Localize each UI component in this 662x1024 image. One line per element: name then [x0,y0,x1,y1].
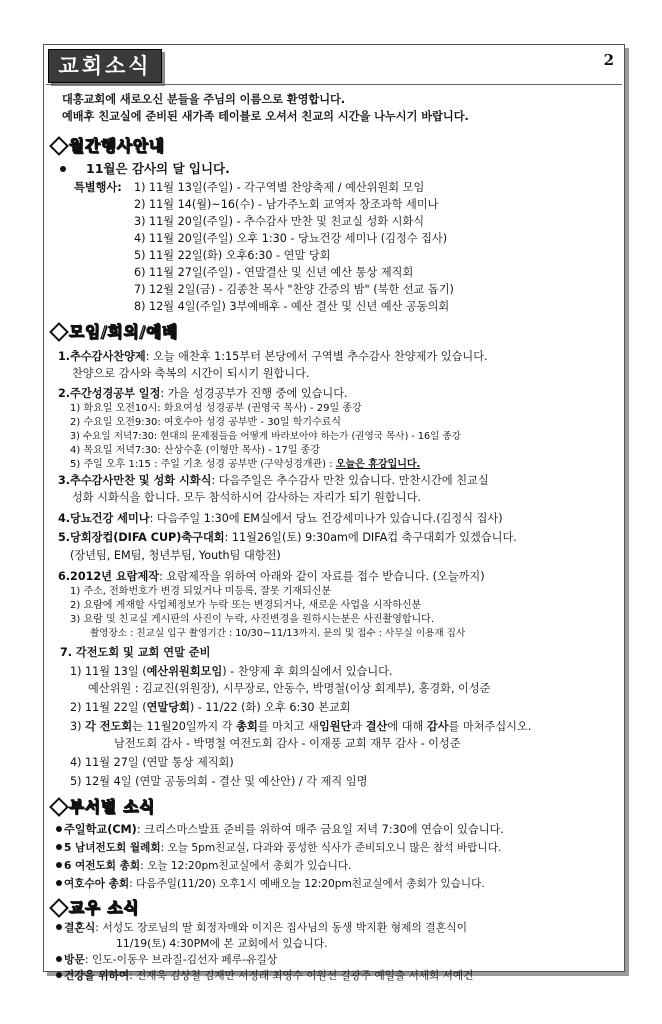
bullet-icon [56,880,62,886]
member-news-visit: 방문: 인도-이동우 브라질-김선자 페루-유길상 [56,952,277,968]
meeting-item-6: 6.2012년 요람제작: 요람제작을 위하여 아래와 같이 자료를 접수 받습니다. (오늘까지) [58,570,485,583]
bullet-icon [56,972,62,978]
diamond-icon [49,797,69,817]
welcome-line-2: 예배후 친교실에 준비된 새가족 테이블로 오셔서 친교의 시간을 나누시기 바랍니다. [62,110,469,123]
event-item: 3) 11월 20일(주일) - 추수감사 만찬 및 친교실 성화 시화식 [134,215,425,228]
year-end-item: 2) 11월 22일 (연말당회) - 11/22 (화) 오후 6:30 본교회 [70,701,351,714]
yearbook-item: 2) 요람에 게재할 사업체정보가 누락 또는 변경되거나, 새로운 사업을 시작하신분 [70,600,422,611]
year-end-item-cont: 예산위원 : 김교진(위원장), 시무장로, 안동수, 박명철(이상 회계부), 홍경화, 이성준 [88,682,491,695]
bible-study-item: 3) 수요일 저녁7:30: 현대의 문제점들을 어떻게 바라보아야 하는가 (권영국 목사) - 16일 종강 [70,431,461,442]
event-item: 1) 11월 13일(주일) - 각구역별 찬양축제 / 예산위원회 모임 [134,181,425,194]
event-item: 6) 11월 27일(주일) - 연말결산 및 신년 예산 통상 제직회 [134,266,414,279]
meeting-item-7: 7. 각전도회 및 교회 연말 준비 [60,646,211,659]
section-meetings-heading: 모임/회의/예배 [52,322,252,344]
monthly-theme: 11월은 감사의 달 입니다. [60,161,230,177]
department-item: 주일학교(CM): 크리스마스발표 준비를 위하여 매주 금요일 저녁 7:30에 연습이 있습니다. [56,822,504,838]
yearbook-item: 촬영장소 : 친교실 입구 촬영기간 : 10/30~11/13까지. 문의 및 접수 : 사무실 이용재 집사 [90,628,466,639]
member-news-wedding-cont: 11/19(토) 4:30PM에 본 교회에서 있습니다. [116,937,328,950]
member-news-wedding: 결혼식: 서성도 장로님의 딸 회정자매와 이지은 집사님의 동생 박지환 형제의 결혼식이 [56,920,467,936]
department-item: 여호수아 총회: 다음주일(11/20) 오후1시 예배오늘 12:20pm친교실에서 총회가 있습니다. [56,876,485,892]
title-box [48,49,162,83]
meeting-item-4: 4.당뇨건강 세미나: 다음주일 1:30에 EM실에서 당뇨 건강세미나가 있습니다.(김정식 집사) [58,512,503,525]
yearbook-item: 1) 주소, 전화번호가 변경 되었거나 미등록, 잘못 기재되신분 [70,586,332,597]
event-item: 8) 12월 4일(주일) 3부예배후 - 예산 결산 및 신년 예산 공동의회 [134,300,450,313]
year-end-item: 4) 11월 27일 (연말 통상 제직회) [70,756,234,769]
bible-study-item: 2) 수요일 오전9:30: 여호수아 성경 공부반 - 30일 학기수료식 [70,417,342,428]
section-members-heading: 교우 소식 [52,898,252,920]
meeting-item-3: 3.추수감사만찬 및 성화 시화식: 다음주일은 추수감사 만찬 있습니다. 만찬시간에 친교실 [58,474,489,487]
section-monthly-heading: 월간행사안내 [52,136,252,158]
bullet-icon [56,862,62,868]
department-item: 5 남녀전도회 월례회: 오늘 5pm친교실, 다과와 풍성한 식사가 준비되오니 많은 참석 바랍니다. [56,840,501,856]
special-events-label: 특별행사: [74,181,122,194]
event-item: 5) 11월 22일(화) 오후6:30 - 연말 당회 [134,249,331,262]
diamond-icon [49,136,69,156]
year-end-item: 5) 12월 4일 (연말 공동의회 - 결산 및 예산안) / 각 제직 임명 [70,775,368,788]
meeting-item-2: 2.주간성경공부 일정: 가을 성경공부가 진행 중에 있습니다. [58,387,348,400]
year-end-item: 3) 각 전도회는 11월20일까지 각 총회를 마치고 새임원단과 결산에 대해 감사를 마쳐주십시오. [70,720,532,733]
bullet-icon [56,844,62,850]
bible-study-item: 4) 목요일 저녁7:30: 산상수훈 (이형만 목사) - 17일 종강 [70,445,320,456]
diamond-icon [49,898,69,918]
year-end-item-cont: 남전도회 감사 - 박명철 여전도회 감사 - 이재풍 교회 재무 감사 - 이성준 [114,737,461,750]
event-item: 7) 12월 2일(금) - 김종찬 목사 "찬양 간증의 밤" (북한 선교 돕기) [134,283,454,296]
member-news-prayer: 건강을 위하여: 전재욱 김상철 김재만 서정래 최영수 이원선 길광주 예일출 서세희 서예건 [56,968,473,984]
diamond-icon [49,322,69,342]
welcome-line-1: 대흥교회에 새로오신 분들을 주님의 이름으로 환영합니다. [62,93,346,106]
yearbook-item: 3) 요람 및 친교실 게시판의 사진이 누락, 사진변경을 원하시는분은 사진촬영합니다. [70,614,435,625]
bible-study-item: 1) 화요일 오전10시: 화요여성 성경공부 (권영국 목사) - 29일 종강 [70,403,362,414]
page-title: 교회소식 [58,53,152,78]
meeting-item-5: 5.당회장컵(DIFA CUP)축구대회: 11월26일(토) 9:30am에 DIFA컵 축구대회가 있겠습니다. [58,531,517,544]
page-number: 2 [603,51,614,69]
header-divider [46,84,622,85]
event-item: 4) 11월 20일(주일) 오후 1:30 - 당뇨건강 세미나 (김정수 집사) [134,232,448,245]
year-end-item: 1) 11월 13일 (예산위원회모임) - 찬양제 후 회의실에서 있습니다. [70,665,393,678]
meeting-item-1: 1.추수감사찬양제: 오늘 애찬후 1:15부터 본당에서 구역별 추수감사 찬양제가 있습니다. [58,350,488,363]
meeting-item-5-cont: (장년팀, EM팀, 청년부팀, Youth팀 대항전) [70,549,281,562]
meeting-item-3-cont: 성화 시화식을 합니다. 모두 참석하시어 감사하는 자리가 되기 원합니다. [72,491,421,504]
meeting-item-1-cont: 찬양으로 감사와 축복의 시간이 되시기 원합니다. [72,367,310,380]
bullet-icon [56,924,62,930]
bible-study-item: 5) 주일 오후 1:15 : 주일 기초 성경 공부반 (구약성경개관) : 오늘은 휴강입니다. [70,459,421,470]
bullet-icon [56,826,62,832]
event-item: 2) 11월 14(월)~16(수) - 남가주노회 교역자 창조과학 세미나 [134,198,439,211]
department-item: 6 여전도회 총회: 오늘 12:20pm친교실에서 총회가 있습니다. [56,858,351,874]
bullet-icon [56,956,62,962]
frame-shadow [625,48,629,976]
header [46,47,622,87]
bullet-icon [60,166,66,172]
section-departments-heading: 부서별 소식 [52,797,252,819]
